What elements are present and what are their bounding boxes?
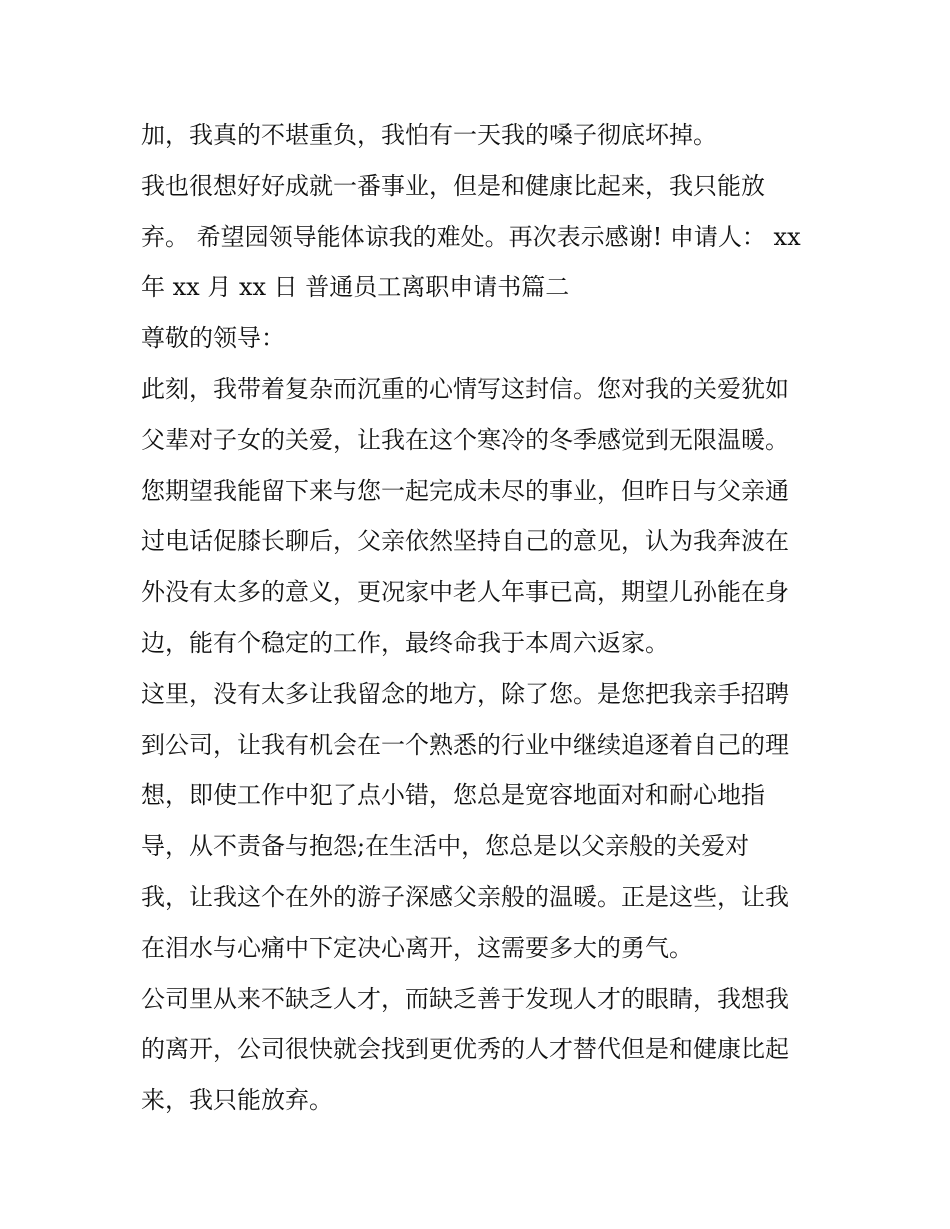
text-line: 来，我只能放弃。	[141, 1086, 333, 1115]
text-line: 在泪水与心痛中下定决心离开，这需要多大的勇气。	[141, 933, 693, 962]
text-line: 的离开，公司很快就会找到更优秀的人才替代但是和健康比起	[141, 1035, 789, 1064]
text-line: 我，让我这个在外的游子深感父亲般的温暖。正是这些，让我	[141, 882, 789, 911]
text-line: 导，从不责备与抱怨;在生活中，您总是以父亲般的关爱对	[141, 832, 750, 861]
text-line: 外没有太多的意义，更况家中老人年事已高，期望儿孙能在身	[141, 578, 789, 607]
text-line: 弃。 希望园领导能体谅我的难处。再次表示感谢! 申请人： xx	[141, 222, 801, 251]
text-line: 边，能有个稳定的工作，最终命我于本周六返家。	[141, 628, 669, 657]
text-line: 此刻，我带着复杂而沉重的心情写这封信。您对我的关爱犹如	[141, 374, 789, 403]
text-line: 您期望我能留下来与您一起完成未尽的事业，但昨日与父亲通	[141, 476, 789, 505]
text-line: 想，即使工作中犯了点小错，您总是宽容地面对和耐心地指	[141, 781, 765, 810]
text-line: 公司里从来不缺乏人才，而缺乏善于发现人才的眼睛，我想我	[141, 984, 789, 1013]
letter-body	[141, 110, 821, 1126]
text-line: 过电话促膝长聊后，父亲依然坚持自己的意见，认为我奔波在	[141, 527, 789, 556]
salutation: 尊敬的领导：	[141, 324, 285, 353]
text-line: 加，我真的不堪重负，我怕有一天我的嗓子彻底坏掉。	[141, 121, 717, 149]
text-line: 我也很想好好成就一番事业，但是和健康比起来，我只能放	[141, 171, 765, 200]
text-line: 到公司，让我有机会在一个熟悉的行业中继续追逐着自己的理	[141, 730, 789, 759]
text-line: 这里，没有太多让我留念的地方，除了您。是您把我亲手招聘	[141, 679, 789, 708]
text-line: 年 xx 月 xx 日 普通员工离职申请书篇二	[141, 273, 570, 302]
text-line: 父辈对子女的关爱，让我在这个寒冷的冬季感觉到无限温暖。	[141, 425, 789, 454]
